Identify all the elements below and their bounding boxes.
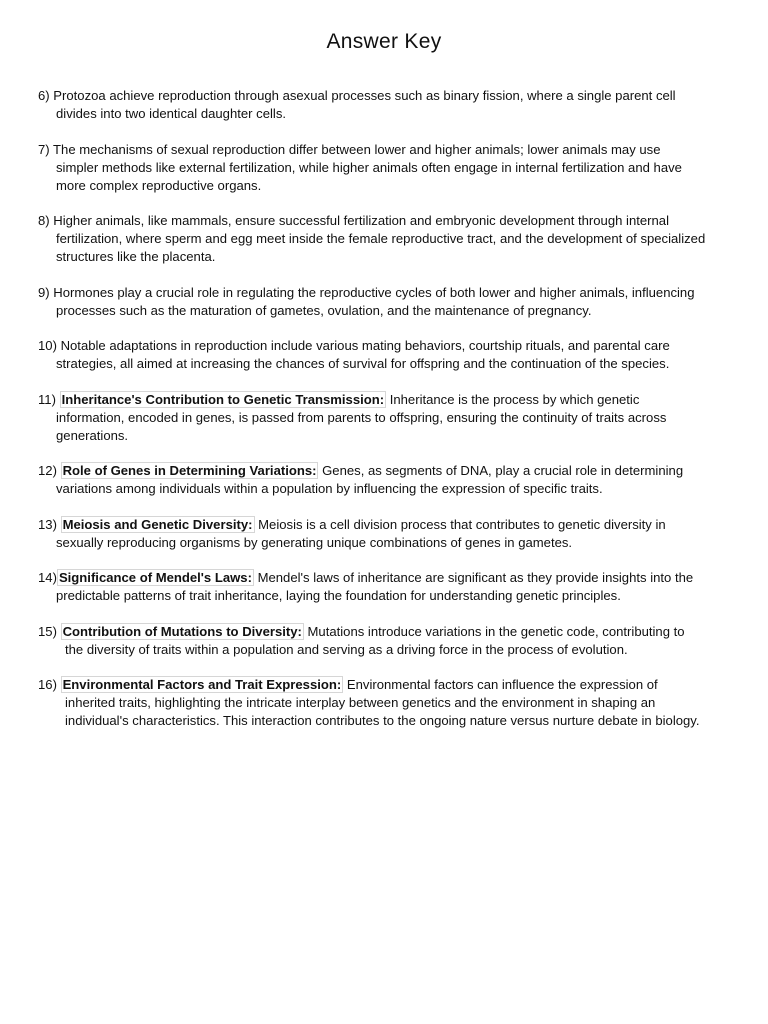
answer-item-6 xyxy=(38,87,706,123)
answer-item-9 xyxy=(38,284,706,320)
page-title: Answer Key xyxy=(326,30,442,53)
item-heading: Role of Genes in Determining Variations: xyxy=(62,463,317,478)
item-number: 10) xyxy=(38,338,61,353)
answer-item-15 xyxy=(38,623,706,659)
item-text: The mechanisms of sexual reproduction differ between lower and higher animals; lower animals may use simpler methods like external fertilization, while higher animals often engage in internal fertilization and have more complex reproductive organs. xyxy=(53,141,682,193)
item-text: Mutations introduce variations in the genetic code, contributing to the diversity of traits within a population and serving as a driving force in the process of evolution. xyxy=(65,623,685,657)
item-heading: Environmental Factors and Trait Expression: xyxy=(62,677,342,692)
item-number: 9) xyxy=(38,284,54,300)
item-number: 6) xyxy=(38,88,54,103)
item-number: 7) xyxy=(38,141,54,157)
item-number: 8) xyxy=(38,213,54,228)
answer-item-16 xyxy=(38,676,706,730)
answer-list xyxy=(38,87,706,748)
item-text: Inheritance is the process by which genetic information, encoded in genes, is passed from parents to offspring, ensuring the continuity of traits across generations. xyxy=(56,391,667,443)
item-number: 16) xyxy=(38,677,61,692)
item-number: 15) xyxy=(38,623,61,639)
answer-item-13 xyxy=(38,516,706,552)
item-number: 13) xyxy=(38,516,61,532)
item-number: 12) xyxy=(38,463,61,478)
item-heading: Inheritance's Contribution to Genetic Transmission: xyxy=(61,391,385,407)
answer-item-14 xyxy=(38,569,706,605)
item-text: Mendel's laws of inheritance are significant as they provide insights into the predictable patterns of trait inheritance, laying the foundation for understanding genetic principles. xyxy=(56,570,694,603)
item-text: Protozoa achieve reproduction through asexual processes such as binary fission, where a single parent cell divides into two identical daughter cells. xyxy=(53,88,676,121)
item-heading: Contribution of Mutations to Diversity: xyxy=(62,623,302,639)
item-heading: Significance of Mendel's Laws: xyxy=(58,570,252,585)
answer-item-11 xyxy=(38,391,706,445)
answer-item-8 xyxy=(38,212,706,266)
item-text: Hormones play a crucial role in regulating the reproductive cycles of both lower and higher animals, influencing processes such as the maturation of gametes, ovulation, and the maintenance of pregnancy. xyxy=(53,284,695,318)
item-number: 14) xyxy=(38,570,57,585)
item-text: Genes, as segments of DNA, play a crucial role in determining variations among individuals within a population by influencing the expression of specific traits. xyxy=(56,463,684,496)
answer-item-12 xyxy=(38,462,706,498)
item-heading: Meiosis and Genetic Diversity: xyxy=(62,516,253,532)
item-text: Higher animals, like mammals, ensure successful fertilization and embryonic development through internal fertilization, where sperm and egg meet inside the female reproductive tract, and the development of specialized structures like the placenta. xyxy=(53,213,706,264)
item-text: Environmental factors can influence the expression of inherited traits, highlighting the intricate interplay between genetics and the environment in shaping an individual's characteristics. This interaction contributes to the ongoing nature versus nurture debate in biology. xyxy=(65,677,700,728)
item-text: Meiosis is a cell division process that contributes to genetic diversity in sexually reproducing organisms by generating unique combinations of genes in gametes. xyxy=(56,516,666,550)
item-number: 11) xyxy=(38,391,60,407)
item-text: Notable adaptations in reproduction include various mating behaviors, courtship rituals, and parental care strategies, all aimed at increasing the chances of survival for offspring and the continuation of the species. xyxy=(56,338,670,371)
answer-item-10 xyxy=(38,337,706,373)
answer-item-7 xyxy=(38,141,706,195)
